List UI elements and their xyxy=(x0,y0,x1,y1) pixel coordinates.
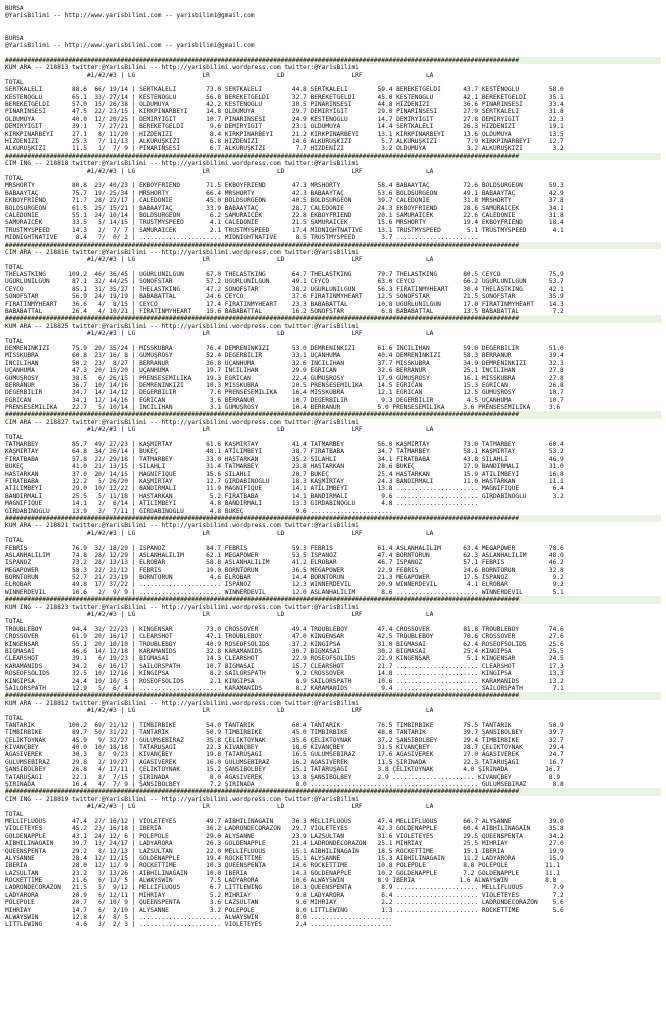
race-title: KUM ING -- 218823 twitter:@YarisBilimi -- http://yarisbilimi.wordpress.com twitter:@YarisBilimi xyxy=(5,603,359,611)
data-row: TATARUŞAĞI 22.1 8/ 7/15 | ŞIRINADA 8.0 AĞASIVEREK 13.8 ŞANSIBOLBEY 2.9 ...................... KIVANÇBEY 8.9 xyxy=(5,773,561,781)
race-section xyxy=(5,788,661,928)
data-row: AĞASIVEREK 30.3 8/ 9/23 | KIVANÇBEY 19.8 TATARUŞAĞI 16.5 GÜLÜMSEBIRAZ 17.6 AĞASIVEREK 27.0 AĞASIVEREK 24.7 xyxy=(5,751,564,759)
data-row: BEREKETGELDI 57.0 15/ 26/38 | OLDUMUYA 42.2 KESTENOĞLU 30.5 PINARINSESI 44.8 HIZDENİZİ 36.6 PINARINSESI 33.4 xyxy=(5,101,564,109)
data-row: GÜLÜMSEBIRAZ 29.8 2/ 19/27 | AĞASIVEREK 16.0 GÜLÜMSEBIRAZ 16.2 AĞASIVEREK 11.5 ŞIRINADA 22.3 TATARUŞAĞI 16.7 xyxy=(5,758,564,766)
data-row: FEBRIS 76.9 32/ 18/29 | İSPANOZ 84.7 FEBRIS 59.3 FEBRIS 61.4 ASLANHALİLİM 63.4 MEGAPOWER 78.6 xyxy=(5,544,564,552)
data-row: VIOLETEYES 45.2 23/ 16/18 | IBERIA 36.2 LADRONDECORAZON 29.7 VIOLETEYES 42.3 GOLDENAPPLE 60.4 AIBHILINAGAIN 35.8 xyxy=(5,825,564,833)
data-row: TANTARIK 100.2 69/ 21/12 | TİMBİRBİKE 54.0 TANTARIK 60.4 TANTARIK 76.5 TİMBİRBİKE 75.5 TANTARIK 50.9 xyxy=(5,721,564,729)
data-row: ELROBAR 49.8 17/ 37/22 | ...................... İSPANOZ 12.3 WINNERDEVIL 20.9 WINNERDEVIL 4.1 ELROBAR 9.2 xyxy=(5,581,564,589)
data-row: KIVANÇBEY 40.0 10/ 18/18 | TATARUŞAĞI 22.3 KIVANÇBEY 18.6 KIVANÇBEY 31.5 KIVANÇBEY 28.7 ÇELİKTOYNAK 29.4 xyxy=(5,744,564,752)
header-line xyxy=(5,20,661,27)
data-row: BABAAYTAÇ 75.7 19/ 25/34 | MRSHORTY 66.4 MRSHORTY 42.3 BABAAYTAÇ 53.6 BOLDSURGEON 49.1 BABAAYTAÇ 42.9 xyxy=(5,189,564,197)
data-row: OLDUMUYA 40.0 12/ 20/25 | DEMIRYİĞİT 10.7 PINARINSESI 24.9 KESTENOĞLU 14.7 DEMIRYİĞİT 27.8 DEMIRYİĞİT 22.3 xyxy=(5,115,564,123)
header-line xyxy=(5,49,661,56)
data-row: DEMIRYİĞİT 39.1 7/ 27/21 | BEREKETGELDI 9.6 DEMIRYİĞİT 23.1 OLDUMUYA 14.4 SERTKALELI 26.3 HIZDENİZİ 19.1 xyxy=(5,123,564,131)
data-row: SAMURAICEK 33.5 5/ 14/15 | TRUSTMYSPEED 4.1 CALEDONIE 21.5 SAMURAICEK 15.6 MRSHORTY 19.4 EKBOYFRIEND 18.4 xyxy=(5,219,564,227)
data-row: BIGMASAI 46.6 14/ 12/18 | KARAMANIDS 32.8 KARAMANIDS 30.7 BIGMASAI 30.2 BIGMASAI 25.4 KINGIPSA 25.5 xyxy=(5,647,564,655)
data-row: KAŞMIRTAY 64.8 34/ 26/14 | BÜKEÇ 48.1 ATILIMBEYİ 38.7 FIRATBABA 34.7 TATMARBEY 58.1 KAŞMIRTAY 53.2 xyxy=(5,448,564,456)
data-row: KINGIPSA 24.4 10/ 10/ 5 | ROSEOFSOLIDS 2.1 KINGIPSA 8.9 SAILORSPATH 10.6 ...................... KARAMANIDS 13.2 xyxy=(5,677,564,685)
data-row: İSPANOZ 73.2 28/ 13/13 | ELROBAR 58.8 ASLANHALİLİM 41.2 ELROBAR 46.7 İSPANOZ 57.1 FEBRIS 46.2 xyxy=(5,559,564,567)
race-section xyxy=(5,153,661,242)
data-row: BABABATTAL 26.4 4/ 10/21 | FIRATINMYHEART 15.6 BABABATTAL 16.2 SONOFSTAR 6.8 BABABATTAL 13.5 BABABATTAL 7.2 xyxy=(5,308,564,316)
data-row: TOTAL xyxy=(5,714,24,722)
race-section xyxy=(5,411,661,514)
data-row: TRUSTMYSPEED 14.3 2/ 7/ 7 | SAMURAICEK 2.1 TRUSTMYSPEED 17.4 MIDNIGHTNATIVE 13.1 TRUSTMYSPEED 5.1 TRUSTMYSPEED 4.1 xyxy=(5,226,564,234)
data-row: ROSEOFSOLIDS 32.5 10/ 12/16 | KINGIPSA 8.2 SAILORSPATH 9.2 CROSSOVER 14.8 ...................... KINGIPSA 13.3 xyxy=(5,670,564,678)
data-row: İNCILIHAN 50.2 23/ 8/27 | BERRANUR 36.8 UÇANHÜMA 32.6 İNCILIHAN 37.7 MISSKÜBRA 34.9 DEMRENINKIZI 32.3 xyxy=(5,359,564,367)
data-row: BANDIRMALI 25.5 5/ 11/18 | HASTARKAN 5.2 FIRATBABA 14.1 BANDIRMALI 9.6 ...................... GIRDABINOĞLU 3.2 xyxy=(5,492,564,500)
separator-line: ########################################################################################################################################## xyxy=(5,57,661,64)
column-header: #1/#2/#3 | LG LR LD LRF LA xyxy=(5,529,434,537)
separator-line: ########################################################################################################################################## xyxy=(5,596,661,603)
data-row: MIDNIGHTNATIVE 8.4 7/ 0/ 2 | ...................... MIDNIGHTNATIVE 8.5 TRUSTMYSPEED 3.7 ...................... xyxy=(5,234,479,242)
data-row: UĞURLUNILGÜN 87.1 32/ 44/25 | SONOFSTAR 57.2 UĞURLUNILGÜN 49.1 CEYCO 63.0 CEYCO 66.2 UĞURLUNILGÜN 53.7 xyxy=(5,278,564,286)
race-section xyxy=(5,596,661,692)
data-row: ROCKETTIME 21.6 6/ 12/ 5 | ALWAYSWIN 7.5 LADYARORA 10.6 ALWAYSWIN 8.9 IBERIA 1.6 ALWAYSWIN 8.8 xyxy=(5,877,557,885)
data-row: ŞIRINADA 16.4 4/ 7/ 9 | ŞANSIBOLBEY 7.2 ŞIRINADA 8.0 ...................... ...................... GÜLÜMSEBIRAZ 8.8 xyxy=(5,781,564,789)
data-row: IBERIA 28.0 12/ 11/ 9 | ROCKETTIME 10.3 QUEENSPENTA 14.6 ROCKETTIME 10.8 POLEPOLE 8.8 POLEPOLE 11.1 xyxy=(5,862,561,870)
data-row: ŞANSIBOLBEY 26.8 4/ 17/11 | ÇELİKTOYNAK 15.2 ŞANSIBOLBEY 15.1 TATARUŞAĞI 3.8 ÇELİKTOYNAK 4.0 ŞIRINADA 16.7 xyxy=(5,766,561,774)
data-row: ALYSANNE 28.4 12/ 12/15 | GOLDENAPPLE 19.4 ROCKETTIME 15.1 ALYSANNE 15.3 AIBHILINAGAIN 11.2 LADYARORA 15.9 xyxy=(5,854,564,862)
data-row: HIZDENİZİ 25.3 7/ 11/13 | ALKURUŞKIZI 6.8 HIZDENİZİ 14.6 ALKURUŞKIZI 5.7 ALKURUŞKIZI 7.9 KIRKPINARBEYI 12.7 xyxy=(5,138,564,146)
data-row: TATMARBEY 85.7 49/ 27/23 | KAŞMIRTAY 61.6 KAŞMIRTAY 41.4 TATMARBEY 56.0 KAŞMIRTAY 73.0 TATMARBEY 60.4 xyxy=(5,441,564,449)
race-section xyxy=(5,57,661,153)
data-row: KINGENSAR 55.1 20/ 10/10 | TROUBLEBOY 40.9 ROSEOFSOLIDS 37.2 KINGIPSA 31.0 BIGMASAI 62.4 ROSEOFSOLIDS 25.6 xyxy=(5,640,564,648)
data-row: SERTKALELI 88.6 66/ 19/14 | SERTKALELI 73.0 SERTKALELI 44.8 SERTKALELI 59.4 BEREKETGELDI 43.7 KESTENOĞLU 58.0 xyxy=(5,86,564,94)
data-row: TOTAL xyxy=(5,537,24,545)
data-row: BORNTORUN 52.7 21/ 23/19 | BORNTORUN 4.6 ELROBAR 14.4 BORNTORUN 21.3 MEGAPOWER 17.5 İSPANOZ 9.2 xyxy=(5,574,564,582)
data-row: FIRATBABA 57.8 22/ 29/18 | TATMARBEY 33.0 HASTARKAN 35.2 SILAHLI 34.1 FIRATBABA 43.8 SILAHLI 46.9 xyxy=(5,455,564,463)
column-header: #1/#2/#3 | LG LR LD LRF LA xyxy=(5,167,434,175)
data-row: LITTLEWING 4.6 3/ 2/ 3 | ...................... VIOLETEYES 2.4 ...................... xyxy=(5,921,393,929)
data-row: KARAMANIDS 34.2 6/ 16/17 | SAILORSPATH 10.7 BIGMASAI 15.7 CLEARSHOT 21.7 ...................... CLEARSHOT 17.3 xyxy=(5,662,564,670)
column-header: #1/#2/#3 | LG LR LD LRF LA xyxy=(5,426,434,434)
data-row: CALEDONIE 55.1 24/ 10/14 | BOLDSURGEON 6.2 SAMURAICEK 22.8 EKBOYFRIEND 20.1 SAMURAICEK 22.6 CALEDONIE 31.8 xyxy=(5,211,564,219)
data-row: UÇANHÜMA 47.3 20/ 15/20 | UÇANHÜMA 19.7 İNCILIHAN 29.9 EĞRICAN 32.6 BERRANUR 25.1 İNCILIHAN 27.8 xyxy=(5,367,564,375)
data-row: BERRANUR 36.7 10/ 14/16 | DEMRENINKIZI 10.3 MISSKÜBRA 20.5 PRENSESEMILIKA 14.5 EĞRICAN 15.3 EĞRICAN 26.8 xyxy=(5,381,564,389)
column-header: #1/#2/#3 | LG LR LD LRF LA xyxy=(5,803,434,811)
data-row: MIHRIAY 14.7 6/ 2/10 | ALYSANNE 3.2 POLEPOLE 8.0 LITTLEWING 1.3 ...................... ROCKETTIME 5.6 xyxy=(5,906,564,914)
column-header: #1/#2/#3 | LG LR LD LRF LA xyxy=(5,707,434,715)
data-row: CEYCO 85.1 31/ 35/27 | THELASTKING 47.2 SONOFSTAR 38.2 UĞURLUNILGÜN 56.3 FIRATINMYHEART 30.4 THELASTKING 42.1 xyxy=(5,285,564,293)
header-line xyxy=(5,27,661,34)
column-header: #1/#2/#3 | LG LR LD LRF LA xyxy=(5,71,434,79)
race-section xyxy=(5,692,661,788)
data-row: ALWAYSWIN 12.8 4/ 8/ 5 | ...................... ALWAYSWIN 8.0 ...................... xyxy=(5,914,393,922)
data-row: QUEENSPENTA 29.2 8/ 12/13 | LAZSULTAN 22.0 MELLIFLUOUS 15.1 AIBHILINAGAIN 18.5 ROCKETTIME 15.1 IBERIA 19.9 xyxy=(5,847,564,855)
data-row: KIRKPINARBEYI 27.1 8/ 11/20 | HIZDENİZİ 8.4 KIRKPINARBEYI 21.2 KIRKPINARBEYI 13.1 KIRKPINARBEYI 13.6 OLDUMUYA 13.5 xyxy=(5,130,564,138)
data-row: TOTAL xyxy=(5,78,24,86)
separator-line: ########################################################################################################################################## xyxy=(5,411,661,418)
data-row: FIRATBABA 32.2 5/ 26/20 | KAŞMIRTAY 12.7 GIRDABINOĞLU 18.3 KAŞMIRTAY 24.3 BANDIRMALI 11.0 HASTARKAN 11.1 xyxy=(5,478,564,485)
race-title: KUM ARA -- 218812 twitter:@YarisBilimi -- http://yarisbilimi.wordpress.com twitter:@YarisBilimi xyxy=(5,699,359,707)
data-row: AIBHILINAGAIN 39.7 13/ 24/17 | LADYARORA 26.3 GOLDENAPPLE 21.4 LADRONDECORAZON 25.1 MIHRIAY 25.5 MIHRIAY 27.0 xyxy=(5,840,564,848)
data-row: MAGNIFIQUE 14.1 2/ 6/14 | ATILIMBEYİ 4.8 BANDIRMALI 13.3 GIRDABINOĞLU 4.8 ...................... xyxy=(5,500,479,508)
race-title: CIM ARA -- 218816 twitter:@YarisBilimi -- http://yarisbilimi.wordpress.com twitter:@YarisBilimi xyxy=(5,248,359,256)
race-section xyxy=(5,242,661,316)
data-row: SAILORSPATH 12.9 5/ 6/ 4 | ...................... KARAMANIDS 8.2 KARAMANIDS 9.4 ...................... SAILORSPATH 7.1 xyxy=(5,684,564,692)
data-row: LADYARORA 20.9 6/ 12/11 | MIHRIAY 5.2 MIHRIAY 9.8 LADYARORA 6.4 ...................... VIOLETEYES 7.2 xyxy=(5,891,564,899)
header-line: @YarisBilimi -- http://www.yarisbilimi.com -- yarisbilimi@gmail.com xyxy=(5,41,255,49)
race-title: KUM ARA -- 218825 twitter:@YarisBilimi -- http://yarisbilimi.wordpress.com twitter:@YarisBilimi xyxy=(5,322,359,330)
data-row: THELASTKING 109.2 46/ 36/45 | UĞURLUNILGÜN 67.0 THELASTKING 64.7 THELASTKING 79.7 THELASTKING 80.5 CEYCO 75.9 xyxy=(5,271,564,279)
data-row: TROUBLEBOY 94.4 32/ 22/23 | KINGENSAR 73.0 CROSSOVER 49.4 TROUBLEBOY 47.4 CROSSOVER 81.8 TROUBLEBOY 74.6 xyxy=(5,625,564,633)
data-row: TOTAL xyxy=(5,433,24,441)
data-row: ASLANHALİLİM 74.8 28/ 12/29 | ASLANHALİLİM 62.1 MEGAPOWER 53.5 İSPANOZ 47.4 BORNTORUN 62.3 ASLANHALİLİM 48.0 xyxy=(5,551,564,559)
data-row: PRENSESEMILIKA 22.7 5/ 10/14 | İNCILIHAN 3.1 GÜMÜŞROSY 10.4 BERRANUR 5.0 PRENSESEMILIKA 3.6 PRENSESEMILIKA 3.6 xyxy=(5,404,561,412)
separator-line: ########################################################################################################################################## xyxy=(5,515,661,522)
data-row: GIRDABINOĞLU 13.9 3/ 7/11 | GIRDABINOĞLU 4.8 BÜKEÇ 9.6 ...................... xyxy=(5,507,393,515)
data-row: TOTAL xyxy=(5,174,24,182)
race-title: CIM ING -- 218819 twitter:@YarisBilimi -- http://yarisbilimi.wordpress.com twitter:@YarisBilimi xyxy=(5,795,359,803)
data-row: ÇELİKTOYNAK 45.9 9/ 32/27 | GÜLÜMSEBIRAZ 35.8 ÇELİKTOYNAK 35.6 ÇELİKTOYNAK 37.2 ŞANSIBOLBEY 29.4 TİMBİRBİKE 32.7 xyxy=(5,736,564,744)
race-title: KUM ARA -- 218813 twitter:@YarisBilimi -- http://yarisbilimi.wordpress.com twitter:@YarisBilimi xyxy=(5,64,359,72)
race-section xyxy=(5,315,661,411)
data-row: GÜMÜŞROSY 38.5 6/ 26/15 | PRENSESEMILIKA 19.3 EĞRICAN 22.4 GÜMÜŞROSY 17.9 GÜMÜŞROSY 16.1 MISSKÜBRA 27.8 xyxy=(5,374,564,382)
data-row: MISSKÜBRA 60.8 23/ 16/ 8 | GÜMÜŞROSY 52.4 DEĞERBILIR 33.1 UÇANHÜMA 40.4 DEMRENINKIZI 58.3 BERRANUR 39.4 xyxy=(5,352,564,360)
separator-line: ########################################################################################################################################## xyxy=(5,315,661,322)
column-header: #1/#2/#3 | LG LR LD LRF LA xyxy=(5,330,434,338)
data-row: TİMBİRBİKE 89.7 50/ 31/22 | TANTARIK 50.9 TİMBİRBİKE 45.0 TİMBİRBİKE 48.0 TANTARIK 39.7 ŞANSIBOLBEY 39.7 xyxy=(5,729,564,737)
race-title: CIM ARA -- 218827 twitter:@YarisBilimi -- http://yarisbilimi.wordpress.com twitter:@YarisBilimi xyxy=(5,418,359,426)
data-row: EĞRICAN 34.1 12/ 14/16 | EĞRICAN 3.6 BERRANUR 10.7 DEĞERBILIR 9.3 DEĞERBILIR 4.5 UÇANHÜMA 10.7 xyxy=(5,396,564,404)
data-row: HASTARKAN 37.0 20/ 14/15 | MAGNIFIQUE 15.6 SILAHLI 20.7 BÜKEÇ 25.4 HASTARKAN 15.9 ATILIMBEYİ 16.8 xyxy=(5,470,564,478)
header-line: BURSA xyxy=(5,5,24,12)
column-header: #1/#2/#3 | LG LR LD LRF LA xyxy=(5,256,434,264)
data-row: LAZSULTAN 23.2 3/ 13/26 | AIBHILINAGAIN 10.0 IBERIA 14.3 GOLDENAPPLE 10.2 GOLDENAPPLE 7.2 GOLDENAPPLE 11.1 xyxy=(5,869,561,877)
race-sections xyxy=(5,57,661,929)
column-header: #1/#2/#3 | LG LR LD LRF LA xyxy=(5,611,434,619)
separator-line: ########################################################################################################################################## xyxy=(5,788,661,795)
data-row: DEĞERBILIR 34.7 14/ 14/12 | DEĞERBILIR 7.6 PRENSESEMILIKA 16.4 MISSKÜBRA 12.1 EĞRICAN 12.5 GÜMÜŞROSY 10.7 xyxy=(5,389,564,397)
data-row: TOTAL xyxy=(5,810,24,818)
data-row: WINNERDEVIL 16.6 2/ 9/ 9 | ...................... WINNERDEVIL 12.0 ASLANHALİLİM 8.6 ...................... WINNERDEVIL 5.1 xyxy=(5,588,564,596)
separator-line: ########################################################################################################################################## xyxy=(5,153,661,160)
document-header xyxy=(5,5,661,57)
header-line: @YarisBilimi -- http://www.yarisbilimi.com -- yarisbilimi@gmail.com xyxy=(5,12,255,20)
data-row: DEMRENINKIZI 75.9 29/ 35/24 | MISSKÜBRA 76.4 DEMRENINKIZI 53.0 DEMRENINKIZI 61.6 İNCILIHAN 59.0 DEĞERBILIR 51.0 xyxy=(5,344,564,352)
race-section xyxy=(5,515,661,596)
data-row: TOTAL xyxy=(5,263,24,271)
data-row: CROSSOVER 61.9 20/ 16/17 | CLEARSHOT 47.1 TROUBLEBOY 47.0 KINGENSAR 42.5 TROUBLEBOY 70.6 CROSSOVER 27.6 xyxy=(5,633,564,641)
data-row: BÜKEÇ 41.0 21/ 13/15 | SILAHLI 31.4 TATMARBEY 23.8 HASTARKAN 28.6 BÜKEÇ 27.9 BANDIRMALI 31.0 xyxy=(5,463,564,471)
data-row: TOTAL xyxy=(5,337,24,345)
header-line: BURSA xyxy=(5,34,24,42)
data-row: LADRONDECORAZON 21.5 5/ 9/12 | MELLIFLUOUS 6.7 LITTLEWING 10.3 QUEENSPENTA 8.9 ...................... MELLIFLUOUS 7.9 xyxy=(5,884,564,892)
data-row: KESTENOĞLU 65.1 33/ 27/14 | KESTENOĞLU 56.8 BEREKETGELDI 32.7 BEREKETGELDI 45.0 KESTENOĞLU 42.1 BEREKETGELDI 35.1 xyxy=(5,93,564,101)
data-row: MELLIFLUOUS 47.4 27/ 16/12 | VIOLETEYES 49.7 AIBHILINAGAIN 36.3 MELLIFLUOUS 47.4 MELLIFLUOUS 66.7 ALYSANNE 39.0 xyxy=(5,817,564,825)
race-title: KUM ARA -- 218821 twitter:@YarisBilimi -- http://yarisbilimi.wordpress.com twitter:@YarisBilimi xyxy=(5,522,359,530)
data-row: ATILIMBEYİ 29.0 10/ 12/22 | BANDIRMALI 11.9 MAGNIFIQUE 14.1 ATILIMBEYİ 13.8 ...................... MAGNIFIQUE 6.4 xyxy=(5,485,564,493)
data-row: FIRATINMYHEART 36.6 4/ 8/15 | CEYCO 17.4 FIRATINMYHEART 23.3 BABABATTAL 10.8 UĞURLUNILGÜN 17.0 FIRATINMYHEART 14.3 xyxy=(5,300,564,308)
data-row: BOLDSURGEON 61.5 25/ 15/21 | BABAAYTAÇ 33.9 BABAAYTAÇ 28.7 CALEDONIE 24.3 EKBOYFRIEND 28.6 SAMURAICEK 34.1 xyxy=(5,204,564,212)
data-row: MEGAPOWER 58.3 22/ 21/12 | FEBRIS 19.0 BORNTORUN 36.5 MEGAPOWER 22.9 FEBRIS 24.6 BORNTORUN 32.8 xyxy=(5,566,564,574)
data-row: TOTAL xyxy=(5,618,24,626)
data-row: MRSHORTY 80.8 23/ 40/23 | EKBOYFRIEND 71.5 EKBOYFRIEND 47.3 MRSHORTY 58.4 BABAAYTAÇ 72.6 BOLDSURGEON 59.3 xyxy=(5,182,564,190)
data-row: PINARINSESI 47.5 22/ 23/15 | KIRKPINARBEYI 14.8 OLDUMUYA 29.7 DEMIRYİĞİT 29.0 PINARINSESI 27.9 SERTKALELI 31.8 xyxy=(5,108,564,116)
data-row: ALKURUŞKIZI 11.5 1/ 7/ 9 | PINARINSESI 6.7 ALKURUŞKIZI 7.7 HIZDENİZİ 3.2 OLDUMUYA 3.2 ALKURUŞKIZI 3.2 xyxy=(5,145,564,153)
data-row: CLEARSHOT 39.1 6/ 19/23 | BIGMASAI 14.3 CLEARSHOT 22.9 ROSEOFSOLIDS 22.9 KINGENSAR 5.1 KINGENSAR 24.5 xyxy=(5,655,564,663)
separator-line: ########################################################################################################################################## xyxy=(5,242,661,249)
separator-line: ########################################################################################################################################## xyxy=(5,692,661,699)
data-row: EKBOYFRIEND 71.7 28/ 22/17 | CALEDONIE 45.0 BOLDSURGEON 40.5 BOLDSURGEON 39.7 CALEDONIE 31.8 MRSHORTY 37.8 xyxy=(5,197,564,205)
data-row: GOLDENAPPLE 43.1 24/ 12/ 6 | POLEPOLE 29.0 ALYSANNE 23.9 LAZSULTAN 31.6 VIOLETEYES 29.5 QUEENSPENTA 34.2 xyxy=(5,832,564,840)
race-title: CIM ING -- 218818 twitter:@YarisBilimi -- http://yarisbilimi.wordpress.com twitter:@YarisBilimi xyxy=(5,160,359,168)
data-row: POLEPOLE 20.7 6/ 10/ 9 | QUEENSPENTA 3.6 LAZSULTAN 9.6 MIHRIAY 2.2 ...................... LADRONDECORAZON 5.6 xyxy=(5,899,564,907)
data-row: SONOFSTAR 56.9 24/ 19/19 | BABABATTAL 24.6 CEYCO 37.6 FIRATINMYHEART 12.5 SONOFSTAR 21.5 SONOFSTAR 35.9 xyxy=(5,293,564,301)
